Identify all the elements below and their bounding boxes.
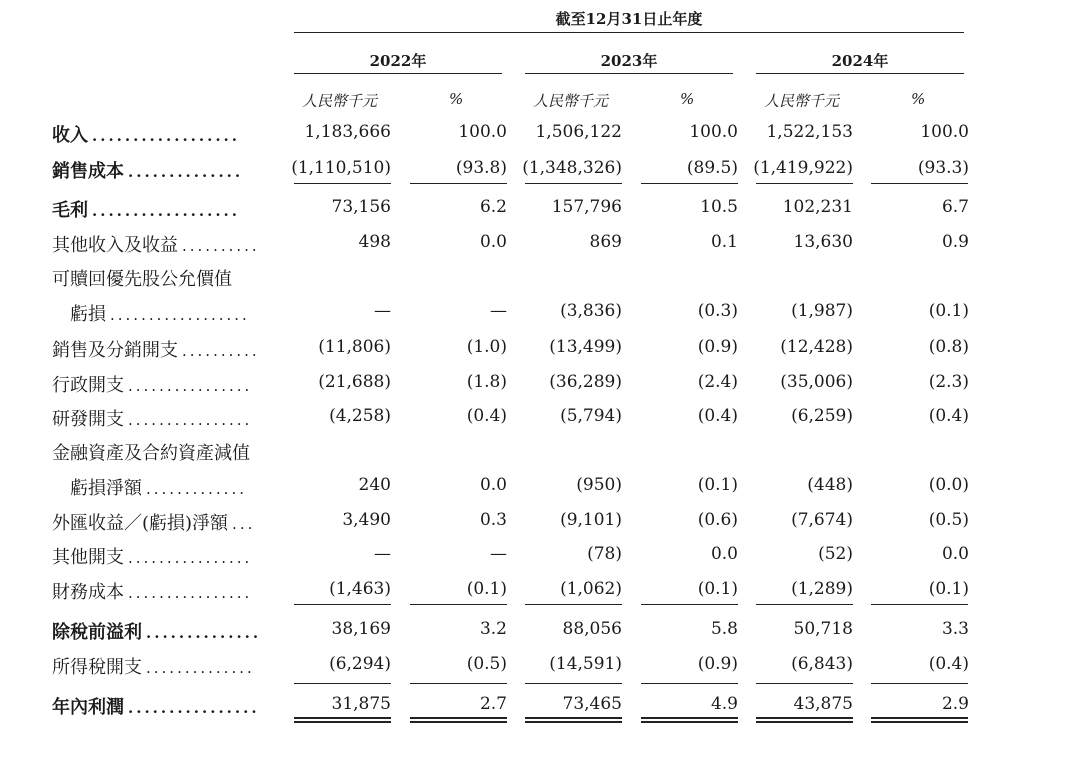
leader-dots: ..........: [182, 237, 260, 255]
leader-dots: ................: [128, 549, 253, 567]
amount-cell: 869: [589, 232, 622, 252]
total-double-rule: [871, 717, 968, 723]
row-label-text: 研發開支: [52, 409, 124, 430]
percent-cell: (2.4): [697, 372, 738, 392]
row-label-text: 銷售成本: [52, 161, 124, 182]
percent-cell: (0.4): [466, 406, 507, 426]
amount-cell: (6,294): [329, 654, 391, 674]
amount-cell: (448): [807, 475, 853, 495]
row-label-text: 金融資產及合約資產減值: [52, 443, 250, 464]
amount-cell: (52): [818, 544, 853, 564]
amount-cell: (1,348,326): [522, 158, 622, 178]
amount-cell: (6,259): [791, 406, 853, 426]
amount-cell: (1,987): [791, 301, 853, 321]
amount-cell: —: [374, 301, 391, 321]
row-label-text: 外匯收益／(虧損)淨額: [52, 513, 229, 534]
amount-cell: 240: [358, 475, 391, 495]
percent-cell: (0.4): [697, 406, 738, 426]
year-2022-header: 2022年: [369, 52, 427, 70]
subtotal-rule: [525, 183, 622, 184]
amount-cell: 73,465: [562, 694, 622, 714]
leader-dots: ................: [128, 377, 253, 395]
row-label: [52, 265, 232, 291]
row-label: [52, 231, 260, 257]
percent-cell: (0.6): [697, 510, 738, 530]
amount-cell: 157,796: [551, 197, 622, 217]
subtotal-rule: [294, 683, 391, 684]
percent-cell: (0.0): [928, 475, 969, 495]
leader-dots: .............: [146, 480, 247, 498]
percent-cell: 0.1: [710, 232, 738, 252]
row-label: [52, 439, 250, 465]
unit-percent-2023: %: [680, 90, 695, 108]
percent-cell: (93.8): [455, 158, 507, 178]
leader-dots: ...: [232, 515, 256, 533]
row-label: [52, 578, 252, 604]
period-title: 截至12月31日止年度: [555, 10, 703, 28]
amount-cell: (950): [576, 475, 622, 495]
leader-dots: ..................: [92, 127, 240, 145]
row-label: [52, 371, 252, 397]
leader-dots: ..................: [92, 202, 240, 220]
leader-dots: ..............: [128, 163, 244, 181]
percent-cell: (0.4): [928, 654, 969, 674]
leader-dots: ................: [128, 699, 260, 717]
amount-cell: (12,428): [780, 337, 853, 357]
percent-cell: 0.3: [479, 510, 507, 530]
leader-dots: ..........: [182, 342, 260, 360]
row-label: [52, 474, 247, 500]
percent-cell: (0.9): [697, 654, 738, 674]
subtotal-rule: [410, 183, 507, 184]
amount-cell: 43,875: [793, 694, 853, 714]
amount-cell: (5,794): [560, 406, 622, 426]
amount-cell: (7,674): [791, 510, 853, 530]
percent-cell: 6.7: [941, 197, 969, 217]
row-label: [52, 196, 240, 222]
subtotal-rule: [294, 183, 391, 184]
percent-cell: 4.9: [710, 694, 738, 714]
percent-cell: (0.1): [928, 301, 969, 321]
unit-percent-2024: %: [911, 90, 926, 108]
percent-cell: (0.3): [697, 301, 738, 321]
amount-cell: (13,499): [549, 337, 622, 357]
subtotal-rule: [641, 683, 738, 684]
percent-cell: —: [490, 544, 507, 564]
amount-cell: (9,101): [560, 510, 622, 530]
amount-cell: 38,169: [331, 619, 391, 639]
percent-cell: (0.1): [928, 579, 969, 599]
amount-cell: —: [374, 544, 391, 564]
row-label: [52, 509, 255, 535]
row-label-text: 虧損: [52, 304, 106, 325]
row-label-text: 其他收入及收益: [52, 235, 178, 256]
row-label: [52, 618, 261, 644]
subtotal-rule: [756, 183, 853, 184]
year-2024-rule: [756, 73, 964, 74]
percent-cell: 6.2: [479, 197, 507, 217]
amount-cell: (35,006): [780, 372, 853, 392]
row-label-text: 收入: [52, 125, 88, 146]
row-label-text: 虧損淨額: [52, 478, 142, 499]
total-double-rule: [756, 717, 853, 723]
amount-cell: (36,289): [549, 372, 622, 392]
amount-cell: (21,688): [318, 372, 391, 392]
subtotal-rule: [294, 604, 391, 605]
amount-cell: 31,875: [331, 694, 391, 714]
percent-cell: (1.0): [466, 337, 507, 357]
percent-cell: (0.1): [697, 579, 738, 599]
amount-cell: 1,506,122: [535, 122, 622, 142]
row-label: [52, 157, 243, 183]
amount-cell: 50,718: [793, 619, 853, 639]
row-label: [52, 543, 252, 569]
amount-cell: 73,156: [331, 197, 391, 217]
leader-dots: ................: [128, 584, 253, 602]
percent-cell: (2.3): [928, 372, 969, 392]
row-label-text: 除稅前溢利: [52, 622, 142, 643]
total-double-rule: [294, 717, 391, 723]
percent-cell: (1.8): [466, 372, 507, 392]
subtotal-rule: [525, 683, 622, 684]
percent-cell: 5.8: [710, 619, 738, 639]
percent-cell: 3.3: [941, 619, 969, 639]
amount-cell: (3,836): [560, 301, 622, 321]
percent-cell: —: [490, 301, 507, 321]
amount-cell: (6,843): [791, 654, 853, 674]
row-label: [52, 653, 255, 679]
amount-cell: 88,056: [562, 619, 622, 639]
subtotal-rule: [525, 604, 622, 605]
row-label-text: 毛利: [52, 200, 88, 221]
amount-cell: 1,183,666: [304, 122, 391, 142]
percent-cell: 3.2: [479, 619, 507, 639]
leader-dots: ..............: [146, 659, 255, 677]
year-2022-rule: [294, 73, 502, 74]
percent-cell: 0.9: [941, 232, 969, 252]
subtotal-rule: [410, 604, 507, 605]
unit-percent-2022: %: [449, 90, 464, 108]
amount-cell: (1,289): [791, 579, 853, 599]
year-2024-header: 2024年: [831, 52, 889, 70]
subtotal-rule: [871, 183, 968, 184]
unit-currency-2022: 人民幣千元: [302, 92, 378, 110]
row-label-text: 所得稅開支: [52, 657, 142, 678]
total-double-rule: [641, 717, 738, 723]
amount-cell: (4,258): [329, 406, 391, 426]
percent-cell: (0.5): [466, 654, 507, 674]
subtotal-rule: [871, 604, 968, 605]
percent-cell: 100.0: [458, 122, 507, 142]
amount-cell: 13,630: [793, 232, 853, 252]
percent-cell: 0.0: [479, 232, 507, 252]
subtotal-rule: [756, 683, 853, 684]
year-2023-header: 2023年: [600, 52, 658, 70]
amount-cell: (78): [587, 544, 622, 564]
percent-cell: (0.1): [697, 475, 738, 495]
row-label: [52, 300, 250, 326]
leader-dots: ..............: [146, 624, 262, 642]
row-label: [52, 121, 240, 147]
percent-cell: 0.0: [941, 544, 969, 564]
subtotal-rule: [756, 604, 853, 605]
percent-cell: (89.5): [686, 158, 738, 178]
row-label-text: 其他開支: [52, 547, 124, 568]
percent-cell: 0.0: [479, 475, 507, 495]
subtotal-rule: [641, 604, 738, 605]
amount-cell: (1,419,922): [753, 158, 853, 178]
subtotal-rule: [871, 683, 968, 684]
subtotal-rule: [410, 683, 507, 684]
amount-cell: (14,591): [549, 654, 622, 674]
percent-cell: (93.3): [917, 158, 969, 178]
percent-cell: (0.1): [466, 579, 507, 599]
amount-cell: (11,806): [318, 337, 391, 357]
amount-cell: (1,463): [329, 579, 391, 599]
percent-cell: 10.5: [700, 197, 738, 217]
amount-cell: (1,062): [560, 579, 622, 599]
row-label-text: 行政開支: [52, 375, 124, 396]
percent-cell: 2.9: [941, 694, 969, 714]
percent-cell: 2.7: [479, 694, 507, 714]
leader-dots: ................: [128, 411, 253, 429]
unit-currency-2023: 人民幣千元: [533, 92, 609, 110]
row-label: [52, 693, 260, 719]
unit-currency-2024: 人民幣千元: [764, 92, 840, 110]
amount-cell: 102,231: [782, 197, 853, 217]
percent-cell: 100.0: [920, 122, 969, 142]
percent-cell: (0.5): [928, 510, 969, 530]
year-2023-rule: [525, 73, 733, 74]
subtotal-rule: [641, 183, 738, 184]
total-double-rule: [410, 717, 507, 723]
row-label: [52, 405, 252, 431]
amount-cell: 498: [358, 232, 391, 252]
percent-cell: (0.9): [697, 337, 738, 357]
amount-cell: 3,490: [342, 510, 391, 530]
period-title-rule: [294, 32, 964, 33]
row-label-text: 財務成本: [52, 582, 124, 603]
amount-cell: (1,110,510): [291, 158, 391, 178]
percent-cell: (0.8): [928, 337, 969, 357]
amount-cell: 1,522,153: [766, 122, 853, 142]
row-label-text: 銷售及分銷開支: [52, 340, 178, 361]
leader-dots: ..................: [110, 306, 250, 324]
percent-cell: (0.4): [928, 406, 969, 426]
row-label-text: 年內利潤: [52, 697, 124, 718]
row-label-text: 可贖回優先股公允價值: [52, 269, 232, 290]
row-label: [52, 336, 260, 362]
percent-cell: 0.0: [710, 544, 738, 564]
total-double-rule: [525, 717, 622, 723]
percent-cell: 100.0: [689, 122, 738, 142]
